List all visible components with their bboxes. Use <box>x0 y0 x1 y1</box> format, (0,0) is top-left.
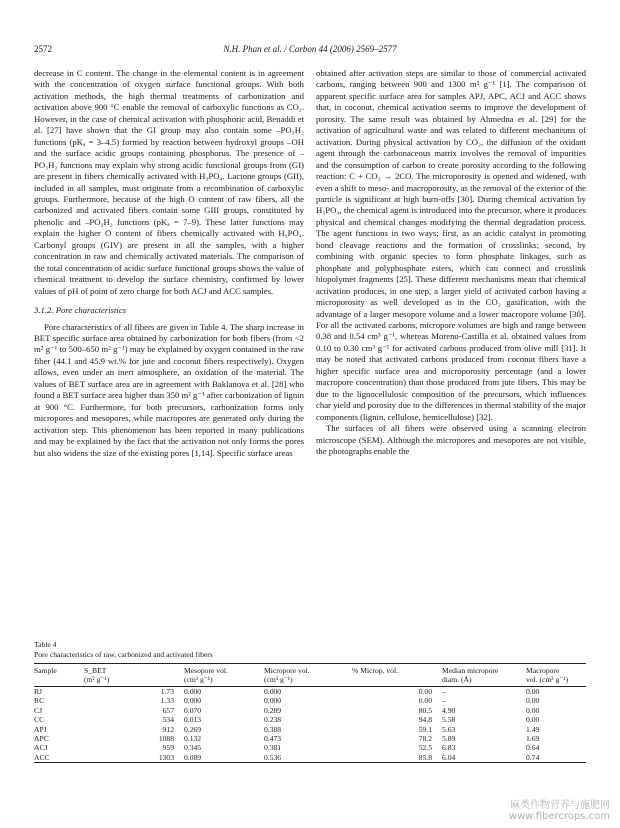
table-cell: ACJ <box>34 743 48 753</box>
table-header-cell <box>526 664 586 687</box>
table-cell: 4.90 <box>442 705 456 715</box>
table-cell: 0.070 <box>184 705 202 715</box>
table-cell: 0.000 <box>264 687 282 696</box>
table-cell: 0.00 <box>418 696 432 706</box>
table-row <box>34 696 586 705</box>
table-cell: 94.8 <box>418 715 432 725</box>
paragraph: obtained after activation steps are similar to those of commercial activated carbons, ranging between 900 and 1300 m² g⁻¹ [1]. The comparison of apparent specific surface area for samples APJ, APC, ACJ and ACC shows that, in coconut, chemical activation seems to improve the development of porosity. The same result was obtained by Ahmedna et al. [29] for the activation of agricultural waste and was related to different mechanisms of activation. During physical activation by CO₂, the diffusion of the oxidant agent through the carbonaceous matrix involves the removal of impurities and the consumption of carbon to create porosity according to the following reaction: C + CO₂ → 2CO. The microporosity is opened and widened, with even a shift to meso- and macroporosity, as the removal of the exterior of the particle is significant at high burn-offs [30]. During chemical activation by H₃PO₄, the chemical agent is introduced into the precursor, where it produces physical and chemical changes modifying the thermal degradation process. The agent functions in two ways; first, as an acidic catalyst in promoting bond cleavage reactions and the formation of crosslinks; second, by combining with organic species to form phosphate linkages, such as phosphate and polyphosphate esters, which can connect and crosslink biopolymer fragments [25]. These different mechanisms mean that chemical activation produces, in one step, a larger yield of activated carbon having a microporosity as well developed as in the CO₂ gasification, with the advantage of a larger mesopore volume and a lower macropore volume [30]. For all the activated carbons, micropore volumes are high and range between 0.38 and 0.54 cm³ g⁻¹, whereas Moreno-Castilla et al. obtained values from 0.10 to 0.30 cm³ g⁻¹ for activated carbons produced from olive mill [31]. It may be noted that activated carbons produced from coconut fibers have a higher specific surface area and microporosity percentage (and a lower macropore concentration) than those produced from jute fibers. This may be due to the lignocellulosic composition of the precursors, which influences char yield and porosity due to the differences in thermal stability of the major components (lignin, cellulose, hemicellulose) [32]. <box>316 68 586 422</box>
table-header-row <box>34 664 586 687</box>
table-cell: APC <box>34 734 49 744</box>
table-cell: 0.000 <box>184 687 202 696</box>
table-cell: 0.345 <box>184 743 202 753</box>
table-cell: 0.132 <box>184 734 202 744</box>
paragraph: Pore characteristics of all fibers are given in Table 4. The sharp increase in BET specific surface area obtained by carbonization for both fibers (from <2 m² g⁻¹ to 500–650 m² g⁻¹) may be explained by oxygen contained in the raw fiber (44.1 and 45.9 wt.% for jute and coconut fibers respectively). Oxygen allows, even under an inert atmosphere, an oxidation of the material. The values of BET surface area are in agreement with Baklanova et al. [28] who found a BET surface area higher than 350 m² g⁻¹ after carbonization of lignin at 900 °C. Furthermore, for both precursors, carbonization forms only micropores and mesopores, while macropores are generated only during the activation step. This phenomenon has been reported in many publications and may be explained by the fact that the activation not only forms the pores but also widens the size of the existing pores [1,14]. Specific surface areas <box>34 321 304 458</box>
table-cell: 0.536 <box>264 752 282 762</box>
table-cell: 534 <box>162 715 174 725</box>
table-cell: 59.1 <box>418 724 432 734</box>
table-header-cell <box>264 664 352 687</box>
table-cell: RC <box>34 696 45 706</box>
watermark <box>509 800 610 822</box>
table-cell: 0.473 <box>264 734 282 744</box>
table-row <box>34 715 586 724</box>
pore-characteristics-table <box>34 663 586 763</box>
header-line-1: Macropore <box>526 666 560 675</box>
header-line-1: S_BET <box>84 666 107 675</box>
header-line-1: Micropore vol. <box>264 666 310 675</box>
header-line-1: Median micropore <box>442 666 499 675</box>
table-cell: 1.49 <box>526 724 540 734</box>
header-line-2: (m² g⁻¹) <box>84 675 110 684</box>
table-cell: 0.000 <box>264 696 282 706</box>
table-cell: 0.381 <box>264 743 282 753</box>
left-column <box>34 68 304 459</box>
table-cell: 0.000 <box>184 696 202 706</box>
header-line-1: Mesopore vol. <box>184 666 228 675</box>
table-cell: 0.00 <box>526 715 540 725</box>
table-cell: 0.269 <box>184 724 202 734</box>
table-body <box>34 687 586 763</box>
table-cell: 0.238 <box>264 715 282 725</box>
table-cell: 0.00 <box>526 696 540 706</box>
running-head: N.H. Phan et al. / Carbon 44 (2006) 2569–2577 <box>223 44 397 54</box>
paragraph: decrease in C content. The change in the elemental content is in agreement with the concentration of oxygen surface functional groups. With both activation methods, the high thermal treatments of carbonization and activation above 900 °C enable the removal of carboxylic functions as CO₂. However, in the case of chemical activation with phosphoric acid, Benaddi et al. [27] have shown that the GI group may also contain some –PO₃H₂ functions (pKₐ = 3–4.5) formed by reaction between hydroxyl groups –OH and the surface acidic groups containing phosphorus. The presence of –PO₃H₂ functions may explain why strong acidic functional groups from (GI) are present in fibers chemically activated with H₃PO₄. Lactone groups (GII), included in all samples, must originate from a recombination of carboxylic groups. Furthermore, because of the high O content of raw fibers, all the carbonized and activated fibers contain some GIII groups, constituted by phenolic and –PO₃H₂ functions (pKₐ = 7–9). These latter functions may explain the higher O content of fibers chemically activated with H₃PO₄. Carbonyl groups (GIV) are present in all the samples, with a higher concentration in raw and chemically activated materials. The comparison of the total concentration of acidic surface functional groups shows the value of chemical treatment to develop the surface chemistry, confirmed by lower values of pH of point of zero charge for both ACJ and ACC samples. <box>34 68 304 296</box>
table-cell: 1088 <box>158 734 174 744</box>
table-cell: 0.74 <box>526 752 540 762</box>
paragraph: The surfaces of all fibers were observed using a scanning electron microscope (SEM). Although the micropores and mesopores are not visible, the photographs enable the <box>316 423 586 456</box>
table-cell: CC <box>34 715 45 725</box>
header-line-2: (cm³ g⁻¹) <box>264 675 293 684</box>
table-cell: 657 <box>162 705 174 715</box>
header-line-1: Sample <box>34 666 57 675</box>
header-line-2: (cm³ g⁻¹) <box>184 675 213 684</box>
table-cell: 0.00 <box>526 705 540 715</box>
table-cell: 912 <box>162 724 174 734</box>
table-cell: 0.00 <box>418 687 432 696</box>
watermark-line-1: 麻类作物营养与施肥网 <box>510 800 610 811</box>
table-caption: Pore characteristics of raw, carbonized and activated fibers <box>34 650 213 659</box>
table-header-cell <box>184 664 264 687</box>
table-row <box>34 687 586 697</box>
table-cell: ACC <box>34 752 50 762</box>
table-cell: – <box>442 687 446 696</box>
table-cell: 6.04 <box>442 752 456 762</box>
header-line-1: % Microp. vol. <box>352 666 398 675</box>
header-line-2: vol. (cm³ g⁻¹) <box>526 675 569 684</box>
table-row <box>34 706 586 715</box>
table-cell: 0.388 <box>264 724 282 734</box>
table-label: Table 4 <box>34 640 57 649</box>
table-header-cell <box>84 664 184 687</box>
section-heading: 3.1.2. Pore characteristics <box>34 305 127 316</box>
table-header-cell <box>34 664 84 687</box>
table-cell: 0.289 <box>264 705 282 715</box>
table-row <box>34 743 586 752</box>
table-cell: 959 <box>162 743 174 753</box>
table-4 <box>34 640 586 763</box>
table-header-cell <box>352 664 442 687</box>
table-cell: 85.8 <box>418 752 432 762</box>
table-cell: 1.73 <box>160 687 174 696</box>
table-cell: 6.83 <box>442 743 456 753</box>
table-cell: 0.00 <box>526 687 540 696</box>
table-cell: 78.2 <box>418 734 432 744</box>
running-header <box>34 44 586 58</box>
table-cell: RJ <box>34 687 43 696</box>
table-cell: 0.013 <box>184 715 202 725</box>
table-cell: 52.5 <box>418 743 432 753</box>
header-line-2: diam. (Å) <box>442 675 472 684</box>
table-cell: APJ <box>34 724 47 734</box>
table-header-cell <box>442 664 526 687</box>
table-cell: CJ <box>34 705 43 715</box>
page-number: 2572 <box>34 44 52 54</box>
table-cell: 80.5 <box>418 705 432 715</box>
table-cell: 5.89 <box>442 734 456 744</box>
table-cell: 1303 <box>158 752 174 762</box>
table-row <box>34 734 586 743</box>
table-cell: 1.69 <box>526 734 540 744</box>
table-cell: 0.64 <box>526 743 540 753</box>
table-row <box>34 753 586 763</box>
watermark-line-2: www.fibercrops.com <box>508 811 610 822</box>
table-cell: 5.63 <box>442 724 456 734</box>
table-cell: 0.089 <box>184 752 202 762</box>
table-cell: 1.33 <box>160 696 174 706</box>
table-cell: 5.58 <box>442 715 456 725</box>
table-cell: – <box>442 696 446 706</box>
right-column <box>316 68 586 457</box>
table-row <box>34 725 586 734</box>
